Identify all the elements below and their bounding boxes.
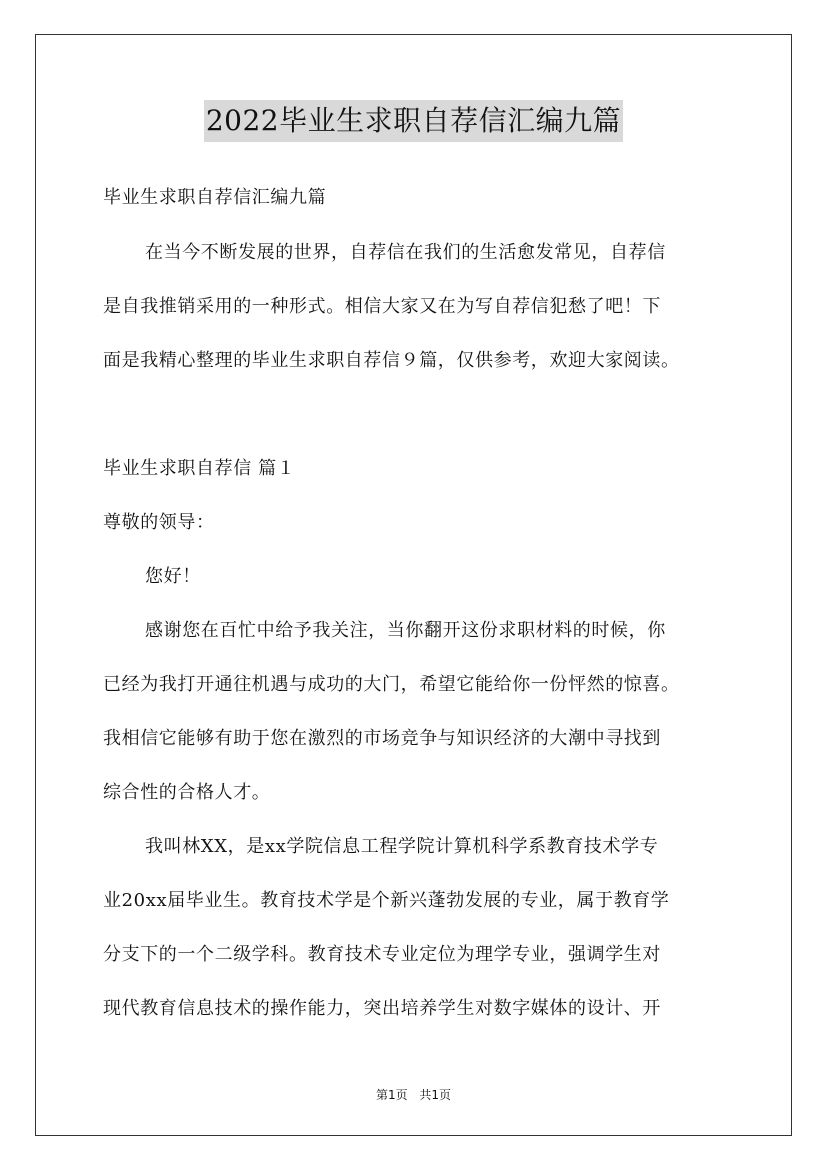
paragraph2-line-3: 分支下的一个二级学科。教育技术专业定位为理学专业，强调学生对 [103,944,661,965]
section-heading: 毕业生求职自荐信 篇１ [103,458,296,479]
page-number: 第1页 [375,1088,408,1102]
intro-line-3: 面是我精心整理的毕业生求职自荐信９篇，仅供参考，欢迎大家阅读。 [103,350,680,371]
salutation: 尊敬的领导： [103,512,215,533]
paragraph1-line-3: 我相信它能够有助于您在激烈的市场竞争与知识经济的大潮中寻找到 [103,728,661,749]
page-footer [0,1086,827,1103]
paragraph2-line-2: 业20xx届毕业生。教育技术学是个新兴蓬勃发展的专业，属于教育学 [103,890,670,911]
intro-line-1: 在当今不断发展的世界，自荐信在我们的生活愈发常见，自荐信 [145,242,666,263]
paragraph1-line-1: 感谢您在百忙中给予我关注，当你翻开这份求职材料的时候，你 [145,620,666,641]
document-title: 2022毕业生求职自荐信汇编九篇 [204,100,623,142]
intro-line-2: 是自我推销采用的一种形式。相信大家又在为写自荐信犯愁了吧！下 [103,296,661,317]
paragraph2-line-1: 我叫林XX，是xx学院信息工程学院计算机科学系教育技术学专 [145,836,659,857]
document-subtitle: 毕业生求职自荐信汇编九篇 [103,187,327,208]
title-container [0,100,827,142]
greeting: 您好！ [145,566,201,587]
paragraph1-line-2: 已经为我打开通往机遇与成功的大门，希望它能给你一份怦然的惊喜。 [103,674,680,695]
page-total: 共1页 [419,1088,452,1102]
paragraph2-line-4: 现代教育信息技术的操作能力，突出培养学生对数字媒体的设计、开 [103,998,661,1019]
paragraph1-line-4: 综合性的合格人才。 [103,782,271,803]
